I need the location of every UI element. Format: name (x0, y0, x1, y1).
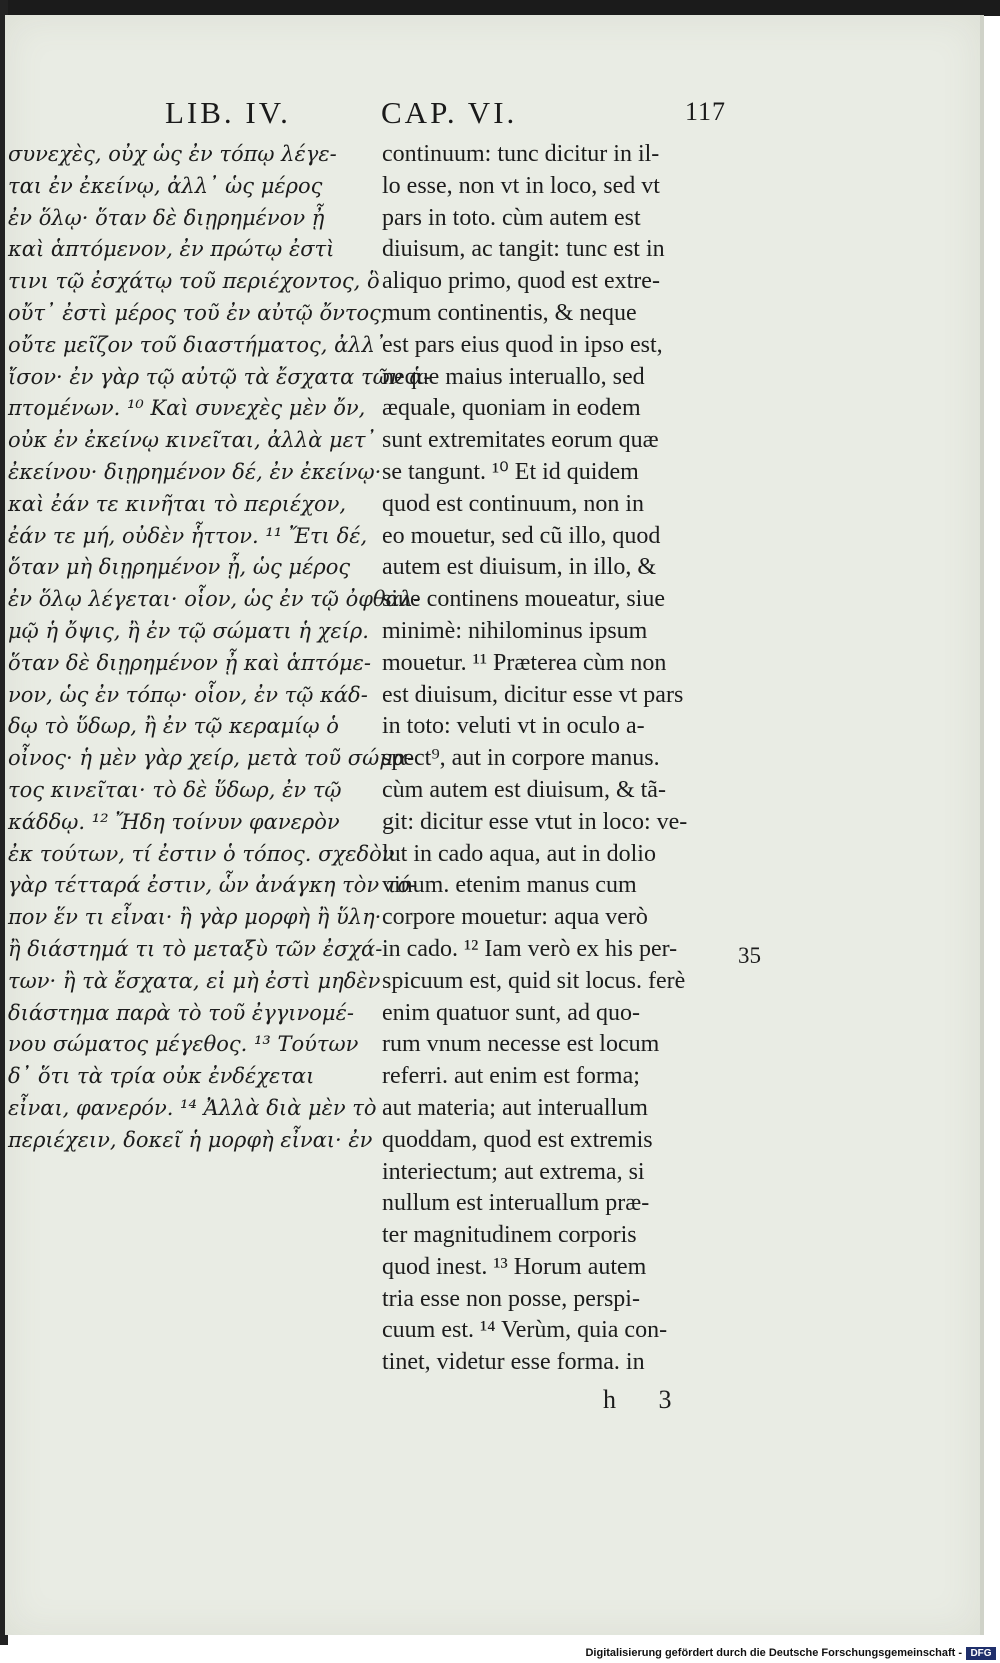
greek-text-line: ἐκ τούτων, τί ἐστιν ὁ τόπος. σχεδὸν (8, 841, 395, 866)
latin-text-line: quoddam, quod est extremis (382, 1126, 653, 1153)
latin-text-line: referri. aut enim est forma; (382, 1063, 640, 1090)
dfg-logo: DFG (966, 1647, 996, 1660)
greek-text-line: δ᾽ ὅτι τὰ τρία οὐκ ἐνδέχεται (8, 1064, 315, 1089)
latin-text-line: interiectum; aut extrema, si (382, 1158, 645, 1185)
margin-line-number: 35 (738, 943, 761, 968)
latin-text-line: neque maius interuallo, sed (382, 363, 645, 390)
latin-text-line: git: dicitur esse vtut in loco: ve- (382, 808, 688, 835)
greek-text-line: ἢ διάστημά τι τὸ μεταξὺ τῶν ἐσχά- (8, 936, 383, 961)
latin-text-line: sunt extremitates eorum quæ (382, 427, 659, 454)
greek-text-line: νον, ὡς ἐν τόπῳ· οἷον, ἐν τῷ κάδ- (8, 682, 368, 707)
latin-text-line: cùm autem est diuisum, & tã- (382, 776, 666, 803)
greek-text-line: οὐκ ἐν ἐκείνῳ κινεῖται, ἀλλὰ μετ᾽ (8, 428, 377, 453)
chapter-number: CAP. VI. (381, 95, 518, 130)
greek-text-line: ἴσον· ἐν γὰρ τῷ αὐτῷ τὰ ἔσχατα τῶν ἁ- (8, 364, 431, 389)
latin-text-line: corpore mouetur: aqua verò (382, 904, 648, 931)
greek-text-line: οἶνος· ἡ μὲν γὰρ χείρ, μετὰ τοῦ σώμα- (8, 746, 415, 771)
latin-text-line: eo mouetur, sed cũ illo, quod (382, 522, 661, 549)
latin-text-line: mouetur. ¹¹ Præterea cùm non (382, 649, 667, 676)
running-header (5, 95, 980, 135)
latin-text-line: aut materia; aut interuallum (382, 1094, 648, 1121)
latin-text-line: in toto: veluti vt in oculo a- (382, 713, 645, 740)
latin-text-line: spicuum est, quid sit locus. ferè (382, 967, 686, 994)
latin-text-line: est pars eius quod in ipso est, (382, 331, 663, 358)
scan-top-edge (0, 0, 1000, 16)
greek-text-line: οὔτ᾽ ἐστὶ μέρος τοῦ ἐν αὐτῷ ὄντος, (8, 300, 388, 325)
greek-text-line: διάστημα παρὰ τὸ τοῦ ἐγγινομέ- (8, 1000, 354, 1025)
greek-text-line: συνεχὲς, οὐχ ὡς ἐν τόπῳ λέγε- (8, 142, 337, 166)
greek-text-line: ὅταν μὴ διῃρημένον ᾖ, ὡς μέρος (8, 555, 351, 580)
latin-text-line: in cado. ¹² Iam verò ex his per- (382, 935, 678, 962)
greek-text-line: τινι τῷ ἐσχάτῳ τοῦ περιέχοντος, ὃ (8, 269, 380, 294)
latin-text-line: lut in cado aqua, aut in dolio (382, 840, 656, 867)
greek-text-line: ται ἐν ἐκείνῳ, ἀλλ᾽ ὡς μέρος (8, 173, 323, 198)
latin-text-line: cuum est. ¹⁴ Verùm, quia con- (382, 1317, 668, 1344)
page-number: 117 (685, 97, 727, 126)
greek-text-line: καὶ ἐάν τε κινῆται τὸ περιέχον, (8, 491, 347, 516)
greek-text-line: τος κινεῖται· τὸ δὲ ὕδωρ, ἐν τῷ (8, 777, 342, 802)
greek-text-line: εἶναι, φανερόν. ¹⁴ Ἀλλὰ διὰ μὲν τὸ (8, 1095, 377, 1120)
latin-text-line: tria esse non posse, perspi- (382, 1285, 640, 1312)
greek-text-line: οὔτε μεῖζον τοῦ διαστήματος, ἀλλ᾽ (8, 332, 386, 357)
greek-text-line: μῷ ἡ ὄψις, ἢ ἐν τῷ σώματι ἡ χείρ. (8, 618, 369, 643)
greek-text-line: ὅταν δὲ διῃρημένον ᾖ καὶ ἁπτόμε- (8, 650, 371, 675)
greek-text-line: ἐν ὅλῳ· ὅταν δὲ διῃρημένον ᾖ (8, 205, 325, 230)
latin-text-line: est diuisum, dicitur esse vt pars (382, 681, 684, 708)
latin-text-line: aliquo primo, quod est extre- (382, 268, 660, 295)
greek-text-line: νου σώματος μέγεθος. ¹³ Τούτων (8, 1032, 359, 1057)
latin-text-line: enim quatuor sunt, ad quo- (382, 999, 640, 1026)
latin-text-line: minimè: nihilominus ipsum (382, 617, 648, 644)
latin-text-line: pars in toto. cùm autem est (382, 204, 641, 231)
greek-text-line: κάδδῳ. ¹² Ἤδη τοίνυν φανερὸν (8, 809, 340, 834)
greek-text-line: πον ἕν τι εἶναι· ἢ γὰρ μορφὴ ἢ ὕλη· (8, 905, 382, 930)
digitization-credit: Digitalisierung gefördert durch die Deutsche Forschungsgemeinschaft - (585, 1647, 962, 1659)
latin-text-line: rum vnum necesse est locum (382, 1031, 660, 1058)
printer-signature: h 3 (603, 1385, 690, 1414)
latin-text-line: spect⁹, aut in corpore manus. (382, 745, 660, 772)
latin-text-line: quod inest. ¹³ Horum autem (382, 1253, 647, 1280)
greek-text-line: ἐν ὅλῳ λέγεται· οἷον, ὡς ἐν τῷ ὀφθαλ- (8, 587, 421, 612)
latin-text-line: vinum. etenim manus cum (382, 872, 637, 899)
latin-text-line: quod est continuum, non in (382, 490, 644, 517)
greek-text-line: περιέχειν, δοκεῖ ἡ μορφὴ εἶναι· ἐν (8, 1127, 373, 1152)
latin-text-line: mum continentis, & neque (382, 299, 637, 326)
latin-text-line: se tangunt. ¹⁰ Et id quidem (382, 458, 639, 485)
greek-text-line: πτομένων. ¹⁰ Καὶ συνεχὲς μὲν ὄν, (8, 396, 366, 421)
latin-text-line: tinet, videtur esse forma. in (382, 1349, 645, 1376)
book-number: LIB. IV. (165, 95, 291, 130)
latin-text-line: nullum est interuallum præ- (382, 1190, 650, 1217)
book-page (5, 15, 984, 1635)
latin-text-column (382, 139, 762, 1379)
greek-text-line: ἐάν τε μή, οὐδὲν ἧττον. ¹¹ Ἔτι δέ, (8, 523, 368, 548)
greek-text-line: δῳ τὸ ὕδωρ, ἢ ἐν τῷ κεραμίῳ ὁ (8, 714, 339, 739)
latin-text-line: autem est diuisum, in illo, & (382, 554, 656, 581)
latin-text-line: lo esse, non vt in loco, sed vt (382, 172, 660, 199)
latin-text-line: ter magnitudinem corporis (382, 1222, 637, 1249)
greek-text-line: των· ἢ τὰ ἔσχατα, εἰ μὴ ἐστὶ μηδὲν (8, 968, 381, 993)
greek-text-column (8, 139, 431, 1157)
greek-text-line: καὶ ἁπτόμενον, ἐν πρώτῳ ἐστὶ (8, 237, 335, 262)
latin-text-line: æquale, quoniam in eodem (382, 395, 641, 422)
latin-text-line: siue continens moueatur, siue (382, 586, 665, 613)
latin-text-line: diuisum, ac tangit: tunc est in (382, 236, 665, 263)
greek-text-line: ἐκείνου· διῃρημένον δέ, ἐν ἐκείνῳ· (8, 459, 382, 484)
greek-text-line: γὰρ τέτταρά ἐστιν, ὧν ἀνάγκη τὸν τό- (8, 873, 418, 898)
latin-text-line: continuum: tunc dicitur in il- (382, 141, 660, 167)
